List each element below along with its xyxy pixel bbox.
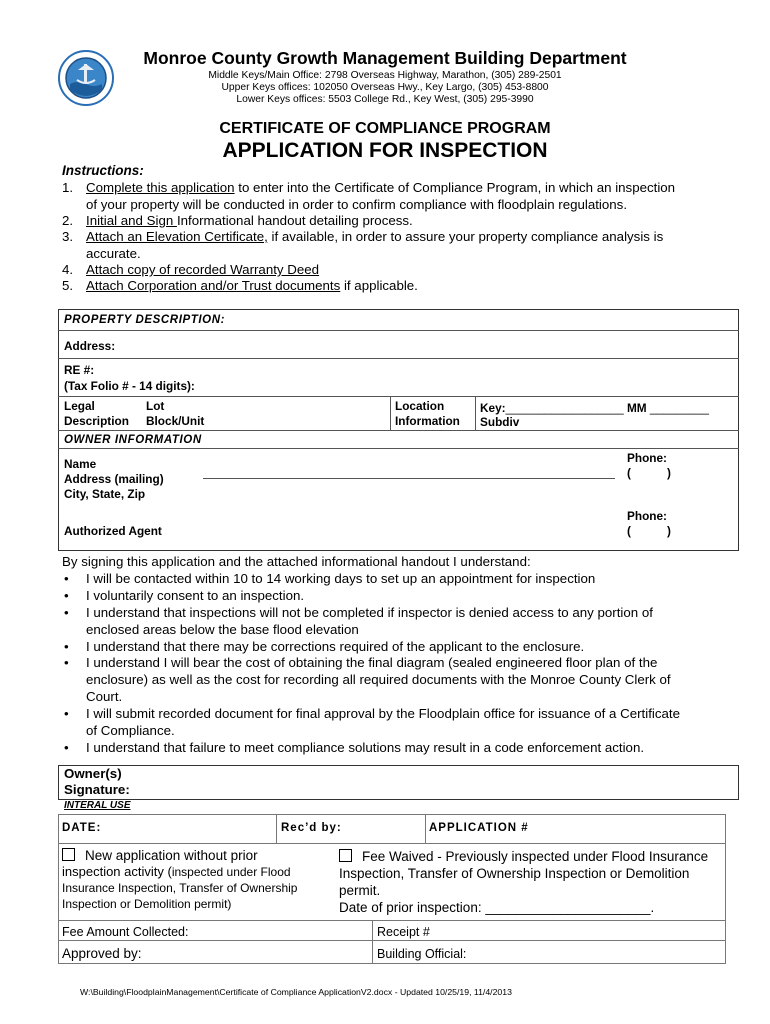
legal-label: Legal: [64, 399, 95, 413]
subdiv-label: Subdiv: [480, 415, 520, 429]
divider: [276, 814, 277, 843]
fee-waived-option: Fee Waived - Previously inspected under Flood Insurance Inspection, Transfer of Ownership Inspection or Demolition permit. Date of prior inspection: ______________________.: [339, 848, 724, 916]
internal-use-label: INTERAL USE: [64, 800, 131, 811]
new-application-checkbox[interactable]: [62, 848, 75, 861]
block-unit-label: Block/Unit: [146, 414, 205, 428]
application-title: APPLICATION FOR INSPECTION: [222, 139, 548, 162]
divider: [58, 940, 726, 941]
list-item: • I understand that inspections will not be completed if inspector is denied access to any portion of enclosed areas below the base flood elevation: [62, 605, 722, 639]
approved-by-label: Approved by:: [62, 946, 142, 961]
divider: [372, 920, 373, 964]
mailing-address-label: Address (mailing): [64, 472, 164, 486]
list-item: • I will be contacted within 10 to 14 working days to set up an appointment for inspection: [62, 571, 722, 588]
instruction-item-4: 4. Attach copy of recorded Warranty Deed: [62, 262, 320, 277]
date-label: DATE:: [62, 822, 102, 834]
owner-information-header: OWNER INFORMATION: [64, 434, 202, 446]
understanding-statements: [62, 554, 722, 757]
instruction-item-3: 3. Attach an Elevation Certificate, if available, in order to assure your property compliance analysis is accurate.: [62, 229, 664, 261]
re-number-label: RE #:: [64, 363, 95, 377]
divider: [58, 358, 739, 359]
location-label: Location: [395, 399, 445, 413]
owners-label: Owner(s): [64, 766, 122, 781]
name-label: Name: [64, 457, 97, 471]
address-label: Address:: [64, 339, 116, 353]
lot-label: Lot: [146, 399, 165, 413]
divider: [58, 430, 739, 431]
divider: [58, 396, 739, 397]
authorized-agent-field[interactable]: [180, 518, 610, 542]
office-middle-keys: Middle Keys/Main Office: 2798 Overseas Highway, Marathon, (305) 289-2501: [208, 70, 562, 81]
city-state-zip-label: City, State, Zip: [64, 487, 146, 501]
list-item: • I will submit recorded document for final approval by the Floodplain office for issuance of a Certificate of Compliance.: [62, 706, 722, 740]
owner-phone-label: Phone:: [627, 451, 667, 465]
information-label: Information: [395, 414, 460, 428]
instruction-link-complete-application: Complete this application: [86, 180, 235, 195]
program-title: CERTIFICATE OF COMPLIANCE PROGRAM: [219, 120, 551, 137]
date-of-prior-inspection[interactable]: Date of prior inspection: ______________________.: [339, 900, 655, 915]
tax-folio-label: (Tax Folio # - 14 digits):: [64, 379, 195, 393]
owner-phone-field[interactable]: ( ): [627, 466, 671, 480]
instruction-item-2: 2. Initial and Sign Informational handout detailing process.: [62, 213, 413, 228]
instructions-heading: Instructions:: [62, 163, 144, 178]
re-number-field[interactable]: [220, 362, 735, 394]
owner-signature-field[interactable]: [140, 768, 735, 798]
fee-waived-checkbox[interactable]: [339, 849, 352, 862]
list-item: • I understand I will bear the cost of obtaining the final diagram (sealed engineered floor plan of the enclosure) as well as the cost for recording all required documents with the Monroe County Clerk of Court.: [62, 655, 722, 706]
description-label: Description: [64, 414, 129, 428]
new-application-option: New application without prior inspection activity (inspected under Flood Insurance Inspection, Transfer of Ownership Inspection or Demolition permit): [62, 848, 298, 911]
understanding-intro: By signing this application and the attached informational handout I understand:: [62, 554, 531, 569]
received-by-label: Rec’d by:: [281, 822, 342, 834]
divider: [58, 448, 739, 449]
divider: [58, 330, 739, 331]
authorized-agent-label: Authorized Agent: [64, 524, 162, 538]
list-item: • I understand that there may be corrections required of the applicant to the enclosure.: [62, 639, 722, 656]
divider: [58, 843, 726, 844]
instruction-item-5: 5. Attach Corporation and/or Trust documents if applicable.: [62, 278, 418, 293]
footer-file-path: W:\Building\FloodplainManagement\Certificate of Compliance ApplicationV2.docx - Updated 10/25/19, 11/4/2013: [80, 987, 512, 997]
fee-amount-label: Fee Amount Collected:: [62, 925, 189, 939]
office-upper-keys: Upper Keys offices: 102050 Overseas Hwy., Key Largo, (305) 453-8800: [221, 82, 549, 93]
address-field[interactable]: [140, 332, 735, 356]
agent-phone-label: Phone:: [627, 509, 667, 523]
department-title: Monroe County Growth Management Building Department: [143, 48, 627, 68]
owner-name-address-line[interactable]: [203, 478, 615, 479]
office-lower-keys: Lower Keys offices: 5503 College Rd., Key West, (305) 295-3990: [236, 94, 534, 105]
signature-label: Signature:: [64, 782, 130, 797]
building-official-label: Building Official:: [377, 947, 467, 961]
divider: [475, 396, 476, 430]
key-label: Key:__________________ MM _________: [480, 401, 709, 415]
divider: [390, 396, 391, 430]
receipt-number-label: Receipt #: [377, 925, 430, 939]
list-item: • I voluntarily consent to an inspection.: [62, 588, 722, 605]
property-description-header: PROPERTY DESCRIPTION:: [64, 314, 226, 326]
divider: [58, 920, 726, 921]
list-item: • I understand that failure to meet compliance solutions may result in a code enforcement action.: [62, 740, 722, 757]
agent-phone-field[interactable]: ( ): [627, 524, 671, 538]
divider: [425, 814, 426, 843]
application-number-label: APPLICATION #: [429, 822, 529, 834]
instruction-item-1: 1. Complete this application to enter into the Certificate of Compliance Program, in which an inspection of your property will be conducted in order to confirm compliance with floodplain regulations.: [62, 180, 676, 212]
legal-description-field[interactable]: [215, 398, 387, 428]
